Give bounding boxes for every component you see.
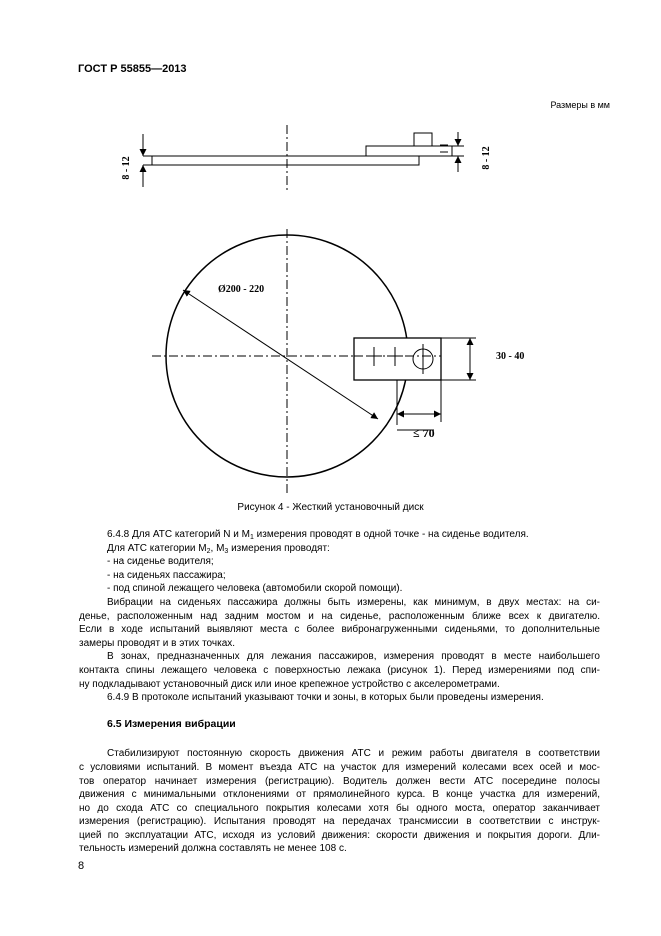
paragraph-648: 6.4.8 Для АТС категорий N и $M_1$ измерения проводят в одной точке - на сиденье водителя. <box>107 529 529 541</box>
text-line: движения с минимальными отклонениями от прямолинейного курса. В конце участка для измерений, <box>79 789 600 801</box>
text-line: В зонах, предназначенных для лежания пассажиров, измерения проводят в месте наибольшего <box>107 651 600 663</box>
text-line: но до схода АТС со специального покрытия колесами хотя бы одного моста, оператор заканчивает <box>79 802 600 814</box>
thickness-dim-right-label: 8 - 12 <box>481 146 492 170</box>
text-line: контакта спины лежащего человека с поверхностью лежака (рисунок 1). Перед измерениями под спи- <box>79 664 600 676</box>
units-note: Размеры в мм <box>550 100 610 110</box>
text-line: 6.4.9 В протоколе испытаний указывают точки и зоны, в которых были проведены измерения. <box>107 692 544 704</box>
text-line: замеры проводят и в этих точках. <box>79 637 236 649</box>
list-item: - под спиной лежащего человека (автомобили скорой помощи). <box>107 583 403 595</box>
document-header: ГОСТ Р 55855—2013 <box>78 63 187 75</box>
figure-caption: Рисунок 4 - Жесткий установочный диск <box>237 502 424 513</box>
diameter-dimension-line <box>183 290 378 419</box>
text-line: тельность измерений должна составлять не менее 108 с. <box>79 843 347 855</box>
page-number: 8 <box>78 860 85 872</box>
side-view-tab <box>366 146 452 156</box>
text-line: с условиями испытаний. В момент въезда АТС на участок для измерений колесами всех осей и мос- <box>79 761 600 773</box>
thickness-dim-left-label: 8 - 12 <box>121 156 132 180</box>
side-view-boss <box>414 133 432 146</box>
mounting-tab <box>354 338 441 380</box>
body-text <box>79 528 600 856</box>
text-line: Вибрации на сиденьях пассажира должны быть измерены, как минимум, в двух местах: на си- <box>107 596 600 608</box>
text-line: тов оператор начинает измерения (регистрацию). Водитель должен вести АТС посередине полосы <box>79 775 600 787</box>
list-item: - на сиденьях пассажира; <box>107 569 226 581</box>
text-line: ну подкладывают установочный диск или иное крепежное устройство с акселерометрами. <box>79 678 500 690</box>
paragraph-648-m2m3: Для АТС категории $M_2$, $M_3$ измерения проводят: <box>107 542 330 555</box>
tab-length-dim-label: ≤ 70 <box>413 426 435 440</box>
text-line: денье, расположенным над задним мостом и на сиденье, расположенным ближе всех к двигателю. <box>79 610 600 622</box>
text-line: измерения (регистрацию). Испытания проводят на передачах трансмиссии в соответствии с инструк- <box>79 816 600 828</box>
tab-width-dim-label: 30 - 40 <box>496 351 525 362</box>
text-line: Стабилизируют постоянную скорость движения АТС и режим работы двигателя в соответствии <box>107 748 600 760</box>
list-item: - на сиденье водителя; <box>107 556 214 568</box>
section-title: 6.5 Измерения вибрации <box>107 717 236 730</box>
diameter-dim-label: Ø200 - 220 <box>218 284 265 295</box>
text-line: Если в ходе испытаний выявляют места с более вибронагруженными сиденьями, то дополнительные <box>79 624 600 636</box>
side-view-plate <box>152 156 419 165</box>
text-line: цией по эксплуатации АТС, исходя из условий движения: скорости движения и покрытия дороги. Дли- <box>79 829 600 841</box>
